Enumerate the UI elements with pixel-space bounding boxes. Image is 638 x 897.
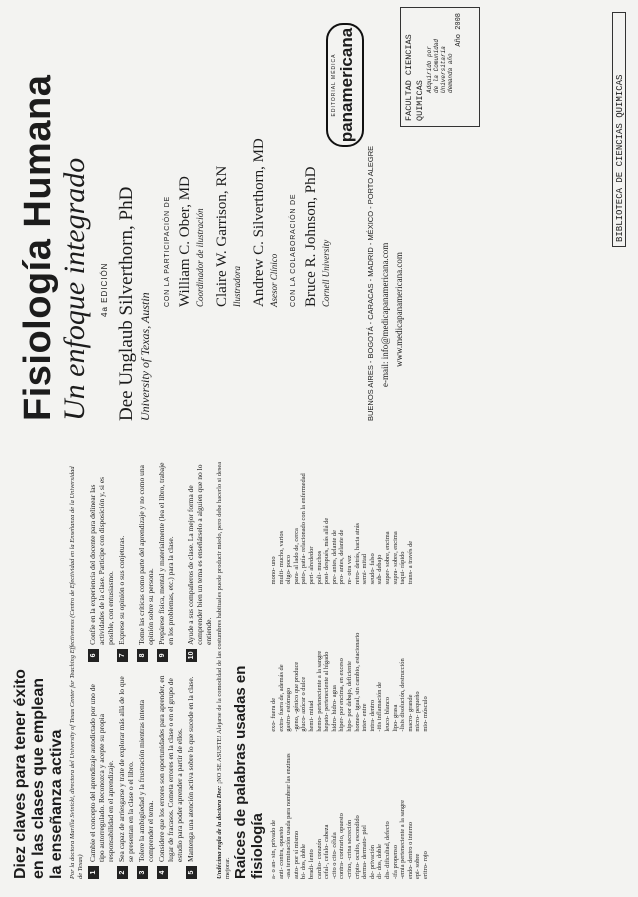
word-root-entry: hemo- perteneciente a la sangre	[315, 650, 323, 732]
word-root-entry: hipo- por debajo, deficiente	[345, 661, 353, 732]
ten-keys-title-line: la enseñanza activa	[48, 729, 65, 879]
collaborator-name: Bruce R. Johnson, PhD	[303, 166, 319, 307]
word-roots-title	[232, 449, 266, 879]
word-root-entry: auto- por sí mismo	[292, 830, 300, 879]
key-item	[186, 459, 213, 662]
word-root-entry: derma- dermato- piel	[361, 825, 369, 879]
key-number-badge: 8	[137, 649, 148, 662]
participation-label: CON LA PARTICIPACIÓN DE	[164, 196, 171, 307]
word-root-entry: pro- antes, delante de	[338, 529, 346, 585]
word-root-entry: extra- fuera de, además de	[277, 664, 285, 732]
ten-keys-section	[12, 459, 231, 879]
key-text: Sea capaz de arriesgarse y trate de explorar más allá de lo que se presentan en la clase o el libro.	[117, 676, 135, 862]
key-text: Considere que los errores son oportunidades para aprender, en lugar de fracasos. Cometa errores en la clase o en el grupo de estudio para poder aprender a partir de ellos.	[157, 675, 184, 862]
word-root-entry: re- otra vez	[345, 555, 353, 585]
word-roots-title-line: fisiología	[249, 813, 266, 879]
word-root-entry: bi- dos, doble	[300, 844, 308, 879]
key-item	[117, 672, 135, 879]
word-root-entry: endo- dentro o interno	[406, 822, 414, 879]
word-root-entry: exo- fuera de	[270, 697, 277, 732]
word-roots-list	[270, 449, 429, 879]
key-number-badge: 5	[186, 866, 197, 879]
word-root-entry: -itis inflamación de	[376, 681, 384, 732]
key-text: Cambie el concepto del aprendizaje autodictado por uno de tipo autorregulado. Reconozca y acepte su propia responsabilidad en el aprendizaje.	[88, 684, 115, 862]
book-title: Fisiología Humana	[17, 74, 59, 421]
word-root-entry: lipo- grasa	[391, 704, 399, 732]
key-number-badge: 4	[157, 866, 168, 879]
word-root-entry: -emia perteneciente a la sangre	[399, 799, 407, 879]
stamp-acquired-line: demanda año	[447, 53, 454, 93]
key-text: Tome las críticas como parte del aprendizaje y no como una opinión sobre su persona.	[137, 465, 155, 645]
word-root-entry: intra- dentro	[368, 699, 376, 732]
word-root-entry: trans- a través de	[406, 540, 414, 585]
word-root-entry: poli- muchos	[315, 550, 323, 585]
publisher-cities: BUENOS AIRES - BOGOTÁ - CARACAS - MADRID - MÉXICO - PORTO ALEGRE	[366, 145, 375, 421]
word-root-entry: para- al lado de, cerca	[292, 528, 300, 585]
contributor-role: Asesor Clínico	[269, 253, 279, 307]
contributor-role: Ilustradora	[232, 265, 242, 307]
ten-keys-footer	[216, 459, 232, 879]
key-number-badge: 2	[117, 866, 128, 879]
publisher-logo	[326, 23, 364, 147]
ten-keys-footer-text: ¡NO SE ASUSTE! Alejarse de la comodidad de las costumbres habituales puede producir miedo, pero debe hacerlo si desea mejorar.	[216, 461, 231, 879]
key-item	[157, 672, 184, 879]
word-root-entry: cripto- oculto, escondido	[353, 815, 361, 879]
key-text: Tolere la ambigüedad y la frustración mientras intenta comprender el tema.	[137, 699, 155, 862]
key-item	[186, 672, 213, 879]
key-item	[137, 459, 155, 662]
ten-keys-title-line: en las clases que emplean	[30, 678, 47, 879]
word-root-entry: epi- sobre	[414, 853, 422, 879]
key-item	[88, 459, 115, 662]
word-root-entry: multi- mucho, varios	[277, 530, 285, 585]
word-root-entry: -geno, -génico que produce	[292, 661, 300, 732]
publisher-website: www.medicapanamericana.com	[394, 252, 404, 367]
word-root-entry: -crino, -crina secreción	[345, 819, 353, 879]
word-root-entry: anti- contra, opuesto	[277, 826, 285, 879]
word-root-entry: bradi- lento	[307, 849, 315, 879]
author-name: Dee Unglaub Silverthorn, PhD	[116, 186, 137, 421]
key-text: Mantenga una atención activa sobre lo que sucede en la clase.	[186, 676, 195, 862]
word-root-entry: hiper- por encima, en exceso	[338, 658, 346, 732]
word-root-entry: retro- detrás, hacia atrás	[353, 522, 361, 585]
word-root-entry: dis- dificultad, defecto	[383, 821, 391, 879]
word-root-entry: inter- entre	[361, 703, 369, 732]
word-roots-section	[232, 449, 457, 879]
key-item	[117, 459, 135, 662]
ten-keys-title-line: Diez claves para tener éxito	[12, 669, 29, 879]
word-root-entry: contra- contrario, opuesto	[338, 813, 346, 879]
key-text: Exprese su opinión o sus conjeturas.	[117, 535, 126, 645]
ten-keys-credit: Por la doctora Marilla Svinicki, directora del University of Texas Center for Teaching Effectiveness (Centro de Efectividad en la Enseñanza de la Universidad de Texas)	[69, 466, 84, 879]
word-root-entry: sub- debajo	[376, 554, 384, 585]
word-root-entry: peri- alrededor	[307, 546, 315, 585]
word-root-entry: di- dos, doble	[376, 844, 384, 879]
stamp-year: Año 2008	[455, 13, 463, 47]
key-number-badge: 9	[157, 649, 168, 662]
key-number-badge: 7	[117, 649, 128, 662]
word-root-entry: micro- pequeño	[414, 691, 422, 732]
key-number-badge: 6	[88, 649, 99, 662]
word-root-entry: -asa terminación usada para nombrar las enzimas	[285, 753, 293, 879]
key-item	[157, 459, 184, 662]
key-number-badge: 1	[88, 866, 99, 879]
word-root-entry: leuco- blanco	[383, 697, 391, 732]
publisher-name: panamericana	[337, 27, 356, 143]
word-root-entry: eritro- rojo	[421, 851, 429, 879]
word-root-entry: hemi- mitad	[307, 700, 315, 732]
word-root-entry: gastro- estómago	[285, 687, 293, 732]
title-page	[14, 17, 624, 427]
stamp-acquired-line: de la Comunidad Universitaria	[433, 38, 447, 93]
edition-label: 4a EDICIÓN	[100, 262, 109, 317]
author-affiliation: University of Texas, Austin	[138, 292, 152, 421]
word-root-entry: mono- uno	[270, 556, 277, 585]
key-number-badge: 10	[186, 649, 197, 662]
library-name-stamp: BIBLIOTECA DE CIENCIAS QUIMICAS	[612, 12, 626, 247]
word-root-entry: -cito o cito- célula	[330, 832, 338, 879]
word-root-entry: -lisis disolución, destrucción	[399, 658, 407, 732]
word-root-entry: hidro- hidro- agua	[330, 685, 338, 732]
word-root-entry: gluco- azúcar o dulce	[300, 676, 308, 732]
publisher-email: e-mail: info@medicapanamericana.com	[380, 242, 390, 387]
key-text: Ayude a sus compañeros de clase. La mejor forma de comprender bien un tema es enseñárselo a alguien que no lo entiende.	[186, 464, 213, 645]
word-root-entry: pato-, patía- relacionado con la enfermedad	[300, 473, 308, 585]
word-root-entry: oligo- poco	[285, 555, 293, 585]
book-subtitle: Un enfoque integrado	[58, 157, 91, 421]
word-root-entry: pre- antes, delante de	[330, 530, 338, 585]
ten-keys-list	[88, 459, 213, 879]
word-root-entry: a- o an- sin, privado de	[270, 820, 277, 879]
publisher-small-text: EDITORIAL MÉDICA	[331, 53, 337, 117]
word-root-entry: homeo- igual, sin cambio, estacionario	[353, 632, 361, 732]
word-root-entry: -ifa propenso	[391, 845, 399, 879]
contributor-name: Claire W. Garrison, RN	[214, 165, 230, 307]
key-text: Prepárese física, mental y materialmente (lea el libro, trabaje en los problemas, etc.) para la clase.	[157, 462, 175, 645]
word-root-entry: super- sobre, encima	[383, 531, 391, 585]
ten-keys-title	[12, 459, 66, 879]
contributor-name: Andrew C. Silverthorn, MD	[251, 138, 267, 307]
ten-keys-footer-label: Undécima regla de la doctora Dee:	[216, 785, 223, 879]
stamp-faculty: FACULTAD CIENCIAS QUIMICAS	[404, 34, 425, 121]
word-root-entry: cefal-, cefalo- cabeza	[323, 824, 331, 879]
collaborator-affiliation: Cornell University	[321, 239, 331, 307]
key-number-badge: 3	[137, 866, 148, 879]
key-item	[88, 672, 115, 879]
word-root-entry: de- privación	[368, 845, 376, 879]
word-root-entry: taqui- rápido	[399, 551, 407, 585]
word-roots-title-line: Raíces de palabras usadas en	[232, 665, 249, 879]
key-text: Confíe en la experiencia del docente para delinear las actividades de la clase. Participe con disposición y, si es posible, con entusiasmo.	[88, 476, 115, 645]
collaboration-label: CON LA COLABORACIÓN DE	[290, 193, 297, 307]
word-root-entry: supra- sobre, encima	[391, 531, 399, 585]
word-root-entry: semi- mitad	[361, 553, 369, 585]
word-root-entry: hepato- perteneciente al hígado	[323, 651, 331, 732]
key-item	[137, 672, 155, 879]
word-root-entry: macro- grande	[406, 694, 414, 732]
word-root-entry: post- después, más allá de	[323, 517, 331, 585]
word-root-entry: mio- músculo	[421, 696, 429, 732]
contributor-name: William C. Ober, MD	[177, 176, 193, 307]
contributor-role: Coordinador de ilustración	[195, 208, 205, 307]
word-root-entry: cardio- corazón	[315, 839, 323, 879]
stamp-acquired-line: Adquirido por	[426, 46, 433, 93]
word-root-entry: seudo- falso	[368, 553, 376, 585]
